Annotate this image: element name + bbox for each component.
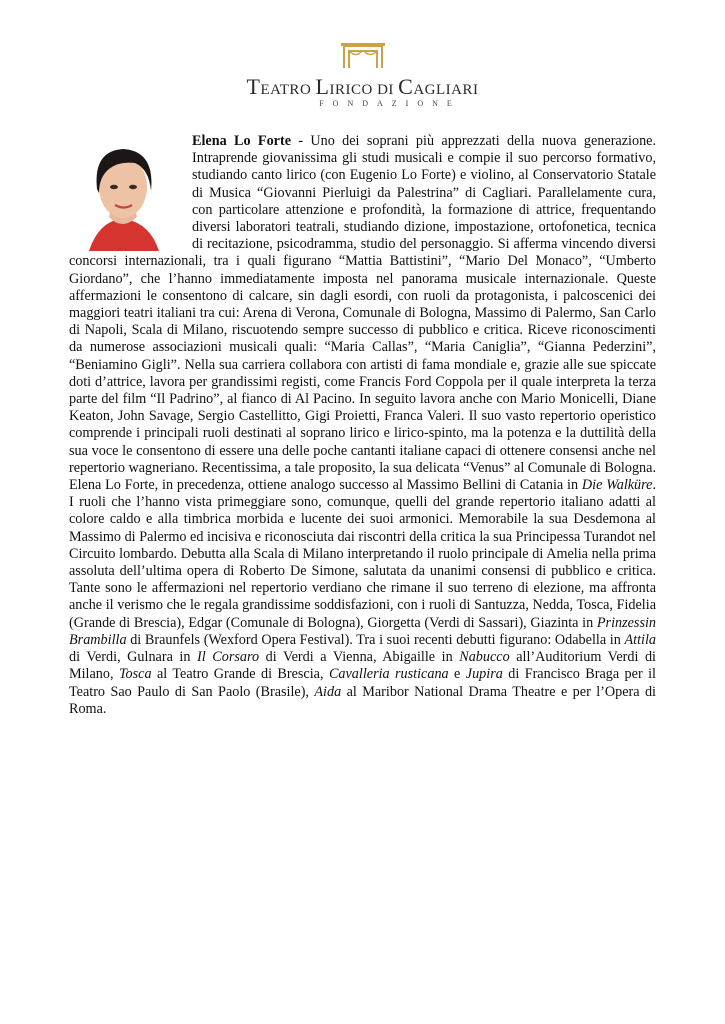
portrait-photo <box>69 139 176 251</box>
teatro-logo <box>0 40 725 108</box>
theatre-stage-icon <box>338 40 388 70</box>
artist-name: Elena Lo Forte <box>192 133 291 149</box>
biography-text: Elena Lo Forte - Uno dei soprani più apprezzati della nuova generazione. Intraprende giovanissima gli studi musicali e compie il suo percorso formativo, studiando canto lirico (con Eugenio Lo Forte) e violino, al Conservatorio Statale di Musica “Giovanni Pierluigi da Palestrina” di Cagliari. Parallelamente cura, con particolare attenzione e profondità, la formazione di attrice, frequentando diversi laboratori teatrali, studiando dizione, impostazione, ortofonetica, tecnica di recitazione, psicodramma, studio del personaggio. Si afferma vincendo diversi concorsi internazionali, tra i quali figurano “Mattia Battistini”, “Mario Del Monaco”, “Umberto Giordano”, che l’hanno immediatamente imposta nel panorama musicale internazionale. Queste affermazioni le consentono di calcare, sin dagli esordi, con ruoli da protagonista, i palcoscenici dei maggiori teatri italiani tra cui: Arena di Verona, Comunale di Bologna, Massimo di Palermo, San Carlo di Napoli, Scala di Milano, riscuotendo sempre successo di pubblico e critica. Riceve riconoscimenti da numerose associazioni musicali quali: “Maria Callas”, “Maria Caniglia”, “Gianna Pederzini”, “Beniamino Gigli”. Nella sua carriera collabora con artisti di fama mondiale e, grazie alle sue spiccate doti d’attrice, lavora per grandissimi registi, come Francis Ford Coppola per il quale interpreta la terza parte del film “Il Padrino”, al fianco di Al Pacino. In seguito lavora anche con Mario Monicelli, Diane Keaton, John Savage, Sergio Castellitto, Gigi Proietti, Franca Valeri. Il suo vasto repertorio operistico comprende i principali ruoli destinati al soprano lirico e lirico-spinto, ma la potenza e la duttilità della sua voce le consentono di essere una delle poche cantanti italiane capaci di ottenere consensi anche nel repertorio wagneriano. Recentissima, a tale proposito, la sua delicata “Venus” al Comunale di Bologna. Elena Lo Forte, in precedenza, ottiene analogo successo al Massimo Bellini di Catania in Die Walküre. I ruoli che l’hanno vista primeggiare sono, comunque, quelli del grande repertorio italiano adatti al colore caldo e alla timbrica morbida e lucente dei suoi armonici. Memorabile la sua Desdemona al Massimo di Palermo ed incisiva e riconosciuta dai riscontri della critica la sua Principessa Turandot nel Circuito lombardo. Debutta alla Scala di Milano interpretando il ruolo principale di Amelia nella prima assoluta dell’ultima opera di Roberto De Simone, salutata da unanimi consensi di pubblico e critica. Tante sono le affermazioni nel repertorio verdiano che rimane il suo terreno di elezione, ma affronta anche il verismo che le regala grandissime soddisfazioni, con i ruoli di Santuzza, Nedda, Tosca, Fidelia (Grande di Brescia), Edgar (Comunale di Bologna), Giorgetta (Verdi di Sassari), Giazinta in Prinzessin Brambilla di Braunfels (Wexford Opera Festival). Tra i suoi recenti debutti figurano: Odabella in Attila di Verdi, Gulnara in Il Corsaro di Verdi a Vienna, Abigaille in Nabucco all’Auditorium Verdi di Milano, Tosca al Teatro Grande di Brescia, Cavalleria rusticana e Jupira di Francisco Braga per il Teatro Sao Paulo di San Paolo (Brasile), Aida al Maribor National Drama Theatre e per l’Opera di Roma. <box>69 133 657 717</box>
logo-title: TEATRO LIRICO DI CAGLIARI <box>246 74 479 99</box>
logo-subtitle: FONDAZIONE <box>319 99 461 108</box>
